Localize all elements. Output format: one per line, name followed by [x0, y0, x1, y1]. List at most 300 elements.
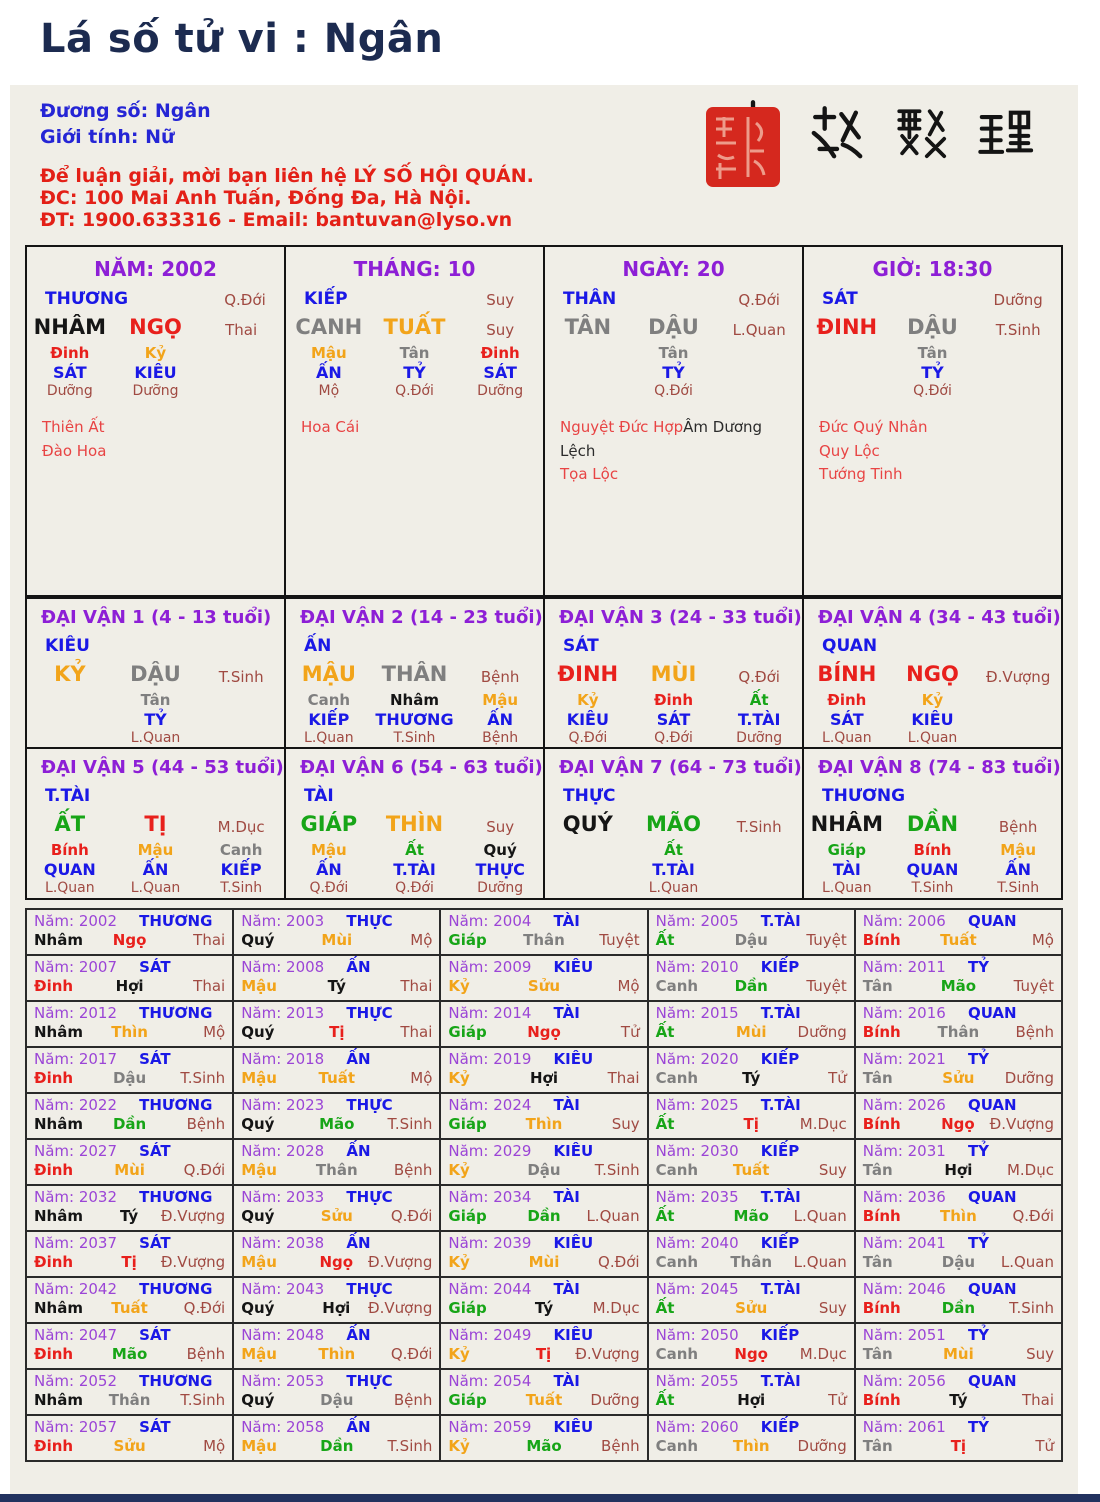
year-label: Năm: 2032 [34, 1187, 118, 1206]
year-line1 [863, 1050, 1054, 1069]
star-row [286, 636, 543, 656]
year-star: TỶ [967, 1049, 990, 1068]
year-line1 [656, 1280, 847, 1299]
heavenly-stem: MẬU [301, 662, 356, 686]
hidden-stem-group [975, 841, 1061, 897]
hidden-stem: Canh [219, 841, 263, 860]
year-line2 [241, 1253, 432, 1272]
stem-branch-row [286, 315, 543, 339]
earthly-branch: NGỌ [129, 315, 182, 339]
hidden-stem-group [372, 841, 458, 897]
pillar-title: GIỜ: 18:30 [872, 257, 993, 281]
year-stage: M.Dục [799, 1344, 847, 1363]
year-stage: T.Sinh [387, 1114, 433, 1133]
year-stage: Đ.Vượng [160, 1252, 226, 1271]
hidden-stem: Canh [307, 691, 351, 709]
year-star: SÁT [139, 1141, 171, 1160]
year-line2 [863, 1391, 1054, 1410]
year-stage: T.Sinh [594, 1160, 640, 1179]
year-label: Năm: 2061 [862, 1417, 946, 1436]
year-stem: Đinh [34, 1252, 74, 1271]
aux-star: Quy Lộc [819, 441, 880, 460]
year-star: QUAN [967, 1371, 1017, 1390]
daivan-title: ĐẠI VẬN 6 (54 - 63 tuổi) [300, 757, 543, 779]
year-star: THƯƠNG [139, 1187, 213, 1206]
hidden-stem-group [545, 691, 631, 747]
year-star: KIÊU [553, 1417, 594, 1436]
year-star: TÀI [553, 1003, 580, 1022]
year-cell [27, 1278, 232, 1322]
heavenly-stem: NHÂM [810, 812, 883, 837]
year-label: Năm: 2010 [655, 957, 739, 976]
hidden-stems-row [545, 691, 802, 747]
hidden-stem-group [804, 691, 890, 747]
year-stem: Nhâm [34, 1206, 83, 1225]
year-branch: Thân [523, 930, 565, 949]
year-branch: Thân [937, 1022, 980, 1041]
year-cell [27, 1002, 232, 1046]
stem-branch-row [804, 812, 1061, 836]
year-line2 [34, 1391, 225, 1410]
year-star: SÁT [139, 957, 171, 976]
year-line2 [34, 1299, 225, 1318]
earthly-branch: MÃO [645, 812, 701, 837]
daivan-box-4 [804, 599, 1061, 747]
life-stage: T.Sinh [736, 818, 782, 837]
star-row [804, 636, 1061, 656]
note-line [42, 416, 284, 439]
year-branch: Sửu [527, 976, 561, 995]
year-branch: Mùi [528, 1252, 560, 1271]
year-label: Năm: 2007 [34, 957, 118, 976]
year-line1 [656, 1418, 847, 1437]
year-cell [234, 1232, 439, 1276]
year-stem: Đinh [34, 1344, 74, 1363]
hidden-stage: L.Quan [304, 729, 354, 746]
year-line1 [241, 1372, 432, 1391]
year-line1 [448, 958, 639, 977]
pillar-title: NGÀY: 20 [622, 257, 725, 281]
year-branch: Dậu [734, 930, 768, 949]
year-cell [649, 1324, 854, 1368]
year-branch: Thân [315, 1160, 358, 1179]
year-branch: Hợi [737, 1390, 766, 1409]
year-cell [441, 1232, 646, 1276]
year-line2 [241, 1115, 432, 1134]
year-cell [649, 1278, 854, 1322]
year-branch: Tý [119, 1206, 139, 1225]
year-cell [856, 1186, 1061, 1230]
year-line2 [863, 1023, 1054, 1042]
year-stage: Bệnh [186, 1344, 226, 1363]
hidden-stems-row [27, 344, 284, 400]
year-label: Năm: 2044 [448, 1279, 532, 1298]
year-stage: Thai [607, 1068, 640, 1087]
year-line2 [448, 1069, 639, 1088]
year-stage: Đ.Vượng [368, 1298, 433, 1317]
year-stem: Bính [862, 1206, 901, 1225]
year-stem: Nhâm [34, 1114, 83, 1133]
year-line1 [34, 1418, 225, 1437]
year-star: KIẾP [760, 1325, 800, 1344]
year-cell [441, 1278, 646, 1322]
hidden-stem-group [286, 691, 372, 747]
year-stem: Ất [655, 1298, 675, 1317]
year-line2 [863, 1207, 1054, 1226]
year-line1 [863, 1004, 1054, 1023]
year-label: Năm: 2059 [448, 1417, 532, 1436]
year-stem: Nhâm [34, 1298, 83, 1317]
hidden-stem: Mậu [137, 841, 174, 860]
heavenly-stem: BÍNH [817, 662, 877, 686]
year-branch: Dần [734, 976, 768, 995]
star-row [545, 289, 802, 309]
earthly-branch: MÙI [650, 662, 697, 686]
aux-star: Nguyệt Đức Hợp [560, 418, 684, 437]
year-branch: Mùi [321, 930, 353, 949]
year-cell [441, 1416, 646, 1460]
year-label: Năm: 2050 [655, 1325, 739, 1344]
year-label: Năm: 2039 [448, 1233, 532, 1252]
hidden-stem: Kỷ [577, 691, 599, 709]
year-label: Năm: 2051 [862, 1325, 946, 1344]
hidden-star: TỶ [921, 362, 944, 382]
year-star: T.TÀI [760, 1279, 801, 1298]
year-stage: M.Dục [799, 1114, 847, 1133]
year-label: Năm: 2037 [34, 1233, 118, 1252]
year-line2 [241, 977, 432, 996]
year-star: KIÊU [553, 1233, 594, 1252]
year-star: ẤN [346, 1325, 371, 1344]
year-label: Năm: 2017 [34, 1049, 118, 1068]
hidden-stem-group [286, 841, 372, 897]
aux-stars-notes [27, 416, 284, 463]
year-star: QUAN [967, 1187, 1017, 1206]
ten-god-star: THƯƠNG [822, 786, 906, 807]
year-stage: Đ.Vượng [575, 1344, 640, 1363]
year-stem: Canh [655, 1068, 699, 1087]
contact-line-1: Để luận giải, mời bạn liên hệ LÝ SỐ HỘI QUÁN. [40, 165, 534, 187]
daivan-box-2 [286, 599, 543, 747]
year-star: T.TÀI [760, 911, 801, 930]
daivan-title: ĐẠI VẬN 1 (4 - 13 tuổi) [41, 607, 272, 628]
aux-star: Âm Dương Lệch [560, 418, 763, 460]
hidden-stage: T.Sinh [997, 880, 1040, 896]
year-line2 [34, 1069, 225, 1088]
hidden-stem: Kỷ [921, 691, 944, 709]
life-stage: Bệnh [480, 668, 520, 686]
year-label: Năm: 2026 [862, 1095, 946, 1114]
gender: Giới tính: Nữ [40, 126, 175, 148]
hidden-stage: Dưỡng [736, 729, 783, 746]
year-line2 [448, 1161, 639, 1180]
star-row [804, 289, 1061, 309]
year-line1 [448, 1004, 639, 1023]
hidden-stem: Mậu [310, 344, 347, 362]
hidden-stage: L.Quan [822, 880, 872, 896]
life-stage: Suy [486, 291, 515, 309]
hidden-stem: Đinh [50, 344, 90, 362]
heavenly-stem: TÂN [564, 315, 612, 339]
year-branch: Tuất [525, 1390, 563, 1409]
year-branch: Thìn [525, 1114, 563, 1133]
year-stem: Giáp [448, 1298, 487, 1317]
star-row [286, 289, 543, 309]
year-star: THỰC [346, 1279, 393, 1298]
ten-god-star: SÁT [822, 289, 858, 309]
four-pillars-table [25, 245, 1063, 597]
year-cell [856, 910, 1061, 954]
year-line1 [34, 958, 225, 977]
year-stem: Quý [241, 1390, 275, 1409]
year-line2 [241, 1391, 432, 1410]
year-cell [441, 956, 646, 1000]
year-branch: Dậu [320, 1390, 354, 1409]
hidden-stems-row [286, 691, 543, 747]
year-stage: Thai [193, 976, 226, 995]
pillar-title: NĂM: 2002 [94, 257, 217, 281]
ten-god-star: THỰC [563, 786, 616, 807]
star-row [27, 289, 284, 309]
year-stem: Canh [655, 1160, 699, 1179]
hidden-stems-row [286, 841, 543, 897]
year-line2 [241, 931, 432, 950]
hidden-stem-group [27, 344, 113, 400]
year-label: Năm: 2047 [34, 1325, 118, 1344]
year-label: Năm: 2021 [862, 1049, 946, 1068]
hidden-star: T.TÀI [393, 860, 436, 879]
year-label: Năm: 2058 [241, 1417, 325, 1436]
year-stage: Thai [193, 930, 226, 949]
year-stem: Ất [655, 930, 675, 949]
year-stem: Kỷ [448, 1160, 470, 1179]
year-line1 [863, 958, 1054, 977]
year-cell [856, 1416, 1061, 1460]
year-stage: L.Quan [586, 1206, 640, 1225]
year-branch: Tý [534, 1298, 554, 1317]
year-branch: Mão [111, 1344, 148, 1363]
ten-god-star: T.TÀI [45, 786, 91, 807]
year-line2 [448, 1391, 639, 1410]
earthly-branch: DẬU [130, 662, 181, 686]
hidden-stem-group [113, 841, 199, 897]
pillar-hour [804, 247, 1061, 595]
year-stem: Canh [655, 1344, 699, 1363]
year-label: Năm: 2057 [34, 1417, 118, 1436]
year-label: Năm: 2036 [862, 1187, 946, 1206]
year-stage: Bệnh [601, 1436, 640, 1455]
note-line [819, 463, 1061, 486]
year-stage: Đ.Vượng [368, 1252, 433, 1271]
note-line [560, 463, 802, 486]
life-stage: Đ.Vượng [985, 668, 1051, 686]
year-star: SÁT [139, 1325, 171, 1344]
hidden-star: SÁT [53, 362, 87, 382]
note-line [42, 440, 284, 463]
contact-line-3: ĐT: 1900.633316 - Email: bantuvan@lyso.vn [40, 209, 513, 231]
hidden-stem: Đinh [653, 691, 694, 709]
hidden-stem: Đinh [827, 691, 867, 709]
stem-branch-row [286, 662, 543, 686]
hidden-stem-group [890, 344, 976, 400]
year-line1 [448, 1142, 639, 1161]
year-branch: Tuất [732, 1160, 770, 1179]
pillar-day [545, 247, 802, 595]
year-branch: Ngọ [319, 1252, 354, 1271]
year-label: Năm: 2008 [241, 957, 325, 976]
year-line2 [448, 1437, 639, 1456]
earthly-branch: THÂN [381, 662, 448, 686]
year-line1 [34, 1142, 225, 1161]
year-line1 [863, 1234, 1054, 1253]
note-line [301, 416, 543, 439]
daivan-title: ĐẠI VẬN 3 (24 - 33 tuổi) [559, 607, 802, 628]
year-cell [27, 1048, 232, 1092]
earthly-branch: TUẤT [383, 315, 446, 339]
daivan-box-5 [27, 749, 284, 897]
hidden-star: TỶ [144, 709, 167, 729]
year-star: ẤN [346, 1233, 371, 1252]
year-branch: Tuất [940, 930, 977, 949]
year-label: Năm: 2055 [655, 1371, 739, 1390]
hidden-stems-row [27, 691, 284, 747]
year-cell [27, 1232, 232, 1276]
star-row [804, 786, 1061, 806]
hidden-stem-group [631, 344, 717, 400]
red-seal-icon [704, 103, 782, 189]
year-cell [27, 1140, 232, 1184]
year-line1 [656, 1050, 847, 1069]
aux-star: Tướng Tinh [819, 464, 903, 483]
earthly-branch: TỊ [144, 812, 167, 837]
year-line2 [448, 1299, 639, 1318]
year-line2 [656, 931, 847, 950]
year-label: Năm: 2027 [34, 1141, 118, 1160]
hidden-star: ẤN [1005, 860, 1032, 879]
hidden-stage: Q.Đới [654, 729, 693, 746]
ten-god-star: ẤN [304, 636, 332, 656]
year-branch: Ngọ [941, 1114, 975, 1133]
year-branch: Dần [941, 1298, 976, 1317]
daivan-box-1 [27, 599, 284, 747]
year-branch: Dậu [527, 1160, 561, 1179]
logo-glyph-viet [808, 103, 866, 163]
year-line2 [656, 1437, 847, 1456]
year-stem: Kỷ [448, 1436, 470, 1455]
hidden-stem: Kỷ [144, 344, 167, 362]
year-cell [649, 1416, 854, 1460]
year-star: QUAN [967, 1095, 1017, 1114]
hidden-stage: Q.Đới [913, 382, 952, 399]
year-line2 [656, 1253, 847, 1272]
hidden-stem-group [457, 841, 543, 897]
note-line [819, 440, 1061, 463]
hidden-star: KIẾP [308, 709, 350, 729]
year-stage: Suy [818, 1298, 847, 1317]
year-cell [27, 1094, 232, 1138]
year-stage: Mộ [1031, 930, 1054, 949]
year-line1 [241, 1142, 432, 1161]
daivan-title: ĐẠI VẬN 2 (14 - 23 tuổi) [300, 607, 543, 628]
year-stage: Tuyệt [1013, 976, 1054, 995]
year-branch: Thìn [318, 1344, 356, 1363]
hidden-star: KIẾP [220, 860, 262, 879]
logo-glyph-ly [976, 103, 1034, 163]
year-star: KIÊU [553, 1325, 594, 1344]
year-star: ẤN [346, 1049, 371, 1068]
year-line2 [863, 1437, 1054, 1456]
year-branch: Mùi [114, 1160, 145, 1179]
year-line2 [34, 1115, 225, 1134]
pillar-year [27, 247, 284, 595]
year-star: ẤN [346, 1417, 371, 1436]
year-branch: Tị [535, 1344, 552, 1363]
year-stem: Ất [655, 1114, 675, 1133]
year-stem: Giáp [448, 1206, 487, 1225]
year-branch: Dần [527, 1206, 561, 1225]
year-line1 [448, 1326, 639, 1345]
daivan-table [25, 597, 1063, 900]
year-line1 [34, 1372, 225, 1391]
ten-god-star: THÂN [563, 289, 617, 309]
year-cell [234, 1048, 439, 1092]
hidden-stem-group [372, 344, 458, 400]
hidden-stem-group [457, 344, 543, 400]
year-branch: Mão [940, 976, 977, 995]
logo-glyph-so [892, 103, 950, 163]
year-star: TỶ [967, 1325, 990, 1344]
daivan-box-8 [804, 749, 1061, 897]
year-branch: Dậu [941, 1252, 976, 1271]
year-star: THỰC [346, 1187, 393, 1206]
year-branch: Sửu [942, 1068, 975, 1087]
year-label: Năm: 2034 [448, 1187, 532, 1206]
contact-line-2: ĐC: 100 Mai Anh Tuấn, Đống Đa, Hà Nội. [40, 187, 472, 209]
year-branch: Mùi [943, 1344, 974, 1363]
year-branch: Hợi [529, 1068, 558, 1087]
year-stem: Tân [862, 1252, 893, 1271]
year-star: KIẾP [760, 1233, 800, 1252]
year-star: THỰC [346, 1003, 393, 1022]
person-info [40, 95, 534, 233]
earthly-branch: DẬU [907, 315, 958, 339]
year-stage: Q.Đới [183, 1160, 226, 1179]
year-star: T.TÀI [760, 1371, 801, 1390]
stem-branch-row [804, 662, 1061, 686]
hidden-stem: Quý [483, 841, 517, 860]
year-line1 [656, 1004, 847, 1023]
year-stem: Tân [862, 976, 893, 995]
year-cell [27, 910, 232, 954]
year-cell [234, 1186, 439, 1230]
year-stage: Thai [400, 976, 433, 995]
daivan-title: ĐẠI VẬN 7 (64 - 73 tuổi) [559, 757, 802, 779]
heavenly-stem: ĐINH [816, 315, 878, 339]
year-label: Năm: 2042 [34, 1279, 118, 1298]
life-stage: T.Sinh [995, 321, 1041, 339]
life-stage: Q.Đới [738, 668, 780, 686]
hidden-stems-row [545, 841, 802, 897]
year-label: Năm: 2035 [655, 1187, 739, 1206]
year-branch: Ngọ [112, 930, 147, 949]
earthly-branch: DẦN [906, 812, 959, 837]
heavenly-stem: NHÂM [33, 315, 106, 339]
aux-star: Hoa Cái [301, 418, 360, 437]
year-star: ẤN [346, 957, 371, 976]
year-star: TÀI [553, 1095, 580, 1114]
hidden-star: ẤN [487, 709, 514, 729]
hidden-star: THỰC [475, 860, 525, 879]
